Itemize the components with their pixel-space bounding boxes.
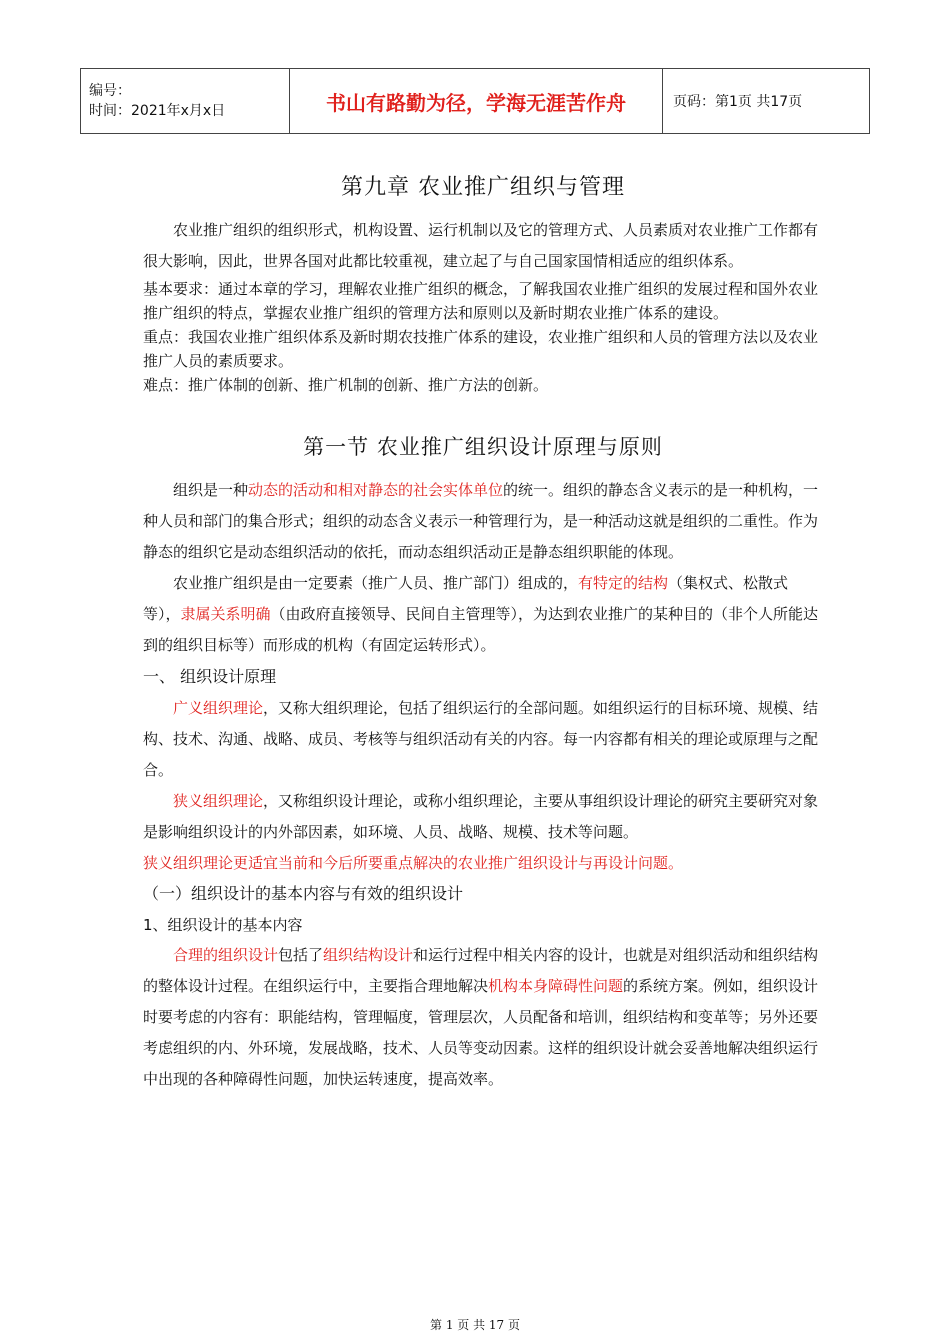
text-run: ，又称组织设计理论，或称小组织理论，主要从事组织设计理论的研究主要研究对象是影响组织设计的内外部因素，如环境、人员、战略、规模、技术等问题。 xyxy=(143,792,819,841)
text-run: 的系统方案。例如，组织设计时要考虑的内容有：职能结构，管理幅度，管理层次，人员配备和培训，组织结构和变革等；另外还要考虑组织的内、外环境，发展战略，技术、人员等变动因素。这样的组织设计就会妥善地解决组织运行中出现的各种障碍性问题，加快运转速度，提高效率。 xyxy=(143,977,819,1088)
intro-paragraph: 农业推广组织的组织形式，机构设置、运行机制以及它的管理方式、人员素质对农业推广工作都有很大影响，因此，世界各国对此都比较重视，建立起了与自己国家国情相适应的组织体系。 xyxy=(143,221,819,270)
paragraph-broad-theory xyxy=(143,693,823,786)
text-run: （集权式、松散式等）， xyxy=(143,574,789,623)
paragraph-extension-organization xyxy=(143,568,823,661)
highlight-text: 有特定的结构 xyxy=(578,574,669,592)
heading-basic-content-sub: 1、组织设计的基本内容 xyxy=(143,916,303,934)
text-run: 组织是一种 xyxy=(173,481,249,499)
highlight-text: 合理的组织设计 xyxy=(173,946,279,964)
time-label: 时间：2021年x月x日 xyxy=(89,103,226,119)
header-motto: 书山有路勤为径，学海无涯苦作舟 xyxy=(290,69,663,134)
highlight-text: 隶属关系明确 xyxy=(180,605,271,623)
highlight-text: 狭义组织理论 xyxy=(173,792,264,810)
highlight-text: 广义组织理论 xyxy=(173,699,264,717)
text-run: （由政府直接领导、民间自主管理等），为达到农业推广的某种目的（非个人所能达到的组织目标等）而形成的机构（有固定运转形式）。 xyxy=(143,605,819,654)
document-body xyxy=(143,160,823,1095)
chapter-title: 第九章 农业推广组织与管理 xyxy=(341,175,625,200)
heading-design-principles: 一、 组织设计原理 xyxy=(143,667,277,686)
text-run: 和运行过程中相关内容的设计，也就是对组织活动和组织结构的整体设计过程。在组织运行中，主要指合理地解决 xyxy=(143,946,819,995)
section-title: 第一节 农业推广组织设计原理与原则 xyxy=(303,435,663,459)
paragraph-organization-definition xyxy=(143,475,823,568)
paragraph-narrow-theory xyxy=(143,786,823,848)
paragraph-narrow-theory-note: 狭义组织理论更适宜当前和今后所要重点解决的农业推广组织设计与再设计问题。 xyxy=(143,854,684,872)
header-page-code: 页码：第1页 共17页 xyxy=(663,69,870,134)
document-header xyxy=(80,68,870,134)
header-meta-cell xyxy=(81,69,290,134)
heading-basic-content: （一）组织设计的基本内容与有效的组织设计 xyxy=(143,884,464,903)
text-run: ，又称大组织理论，包括了组织运行的全部问题。如组织运行的目标环境、规模、结构、技术、沟通、战略、成员、考核等与组织活动有关的内容。每一内容都有相关的理论或原理与之配合。 xyxy=(143,699,819,779)
key-points: 重点：我国农业推广组织体系及新时期农技推广体系的建设，农业推广组织和人员的管理方法以及农业推广人员的素质要求。 xyxy=(143,328,819,370)
highlight-text: 组织结构设计 xyxy=(323,946,414,964)
basic-requirements: 基本要求：通过本章的学习，理解农业推广组织的概念，了解我国农业推广组织的发展过程和国外农业推广组织的特点，掌握农业推广组织的管理方法和原则以及新时期农业推广体系的建设。 xyxy=(143,280,819,322)
text-run: 农业推广组织是由一定要素（推广人员、推广部门）组成的， xyxy=(173,574,579,592)
code-label: 编号： xyxy=(89,83,131,99)
text-run: 的统一。组织的静态含义表示的是一种机构，一种人员和部门的集合形式；组织的动态含义表示一种管理行为，是一种活动这就是组织的二重性。作为静态的组织它是动态组织活动的依托，而动态组织活动正是静态组织职能的体现。 xyxy=(143,481,819,561)
page-footer: 第 1 页 共 17 页 xyxy=(430,1318,520,1332)
paragraph-reasonable-design xyxy=(143,940,823,1095)
highlight-text: 动态的活动和相对静态的社会实体单位 xyxy=(248,481,504,499)
difficult-points: 难点：推广体制的创新、推广机制的创新、推广方法的创新。 xyxy=(143,376,549,394)
text-run: 包括了 xyxy=(278,946,324,964)
highlight-text: 机构本身障碍性问题 xyxy=(488,977,624,995)
